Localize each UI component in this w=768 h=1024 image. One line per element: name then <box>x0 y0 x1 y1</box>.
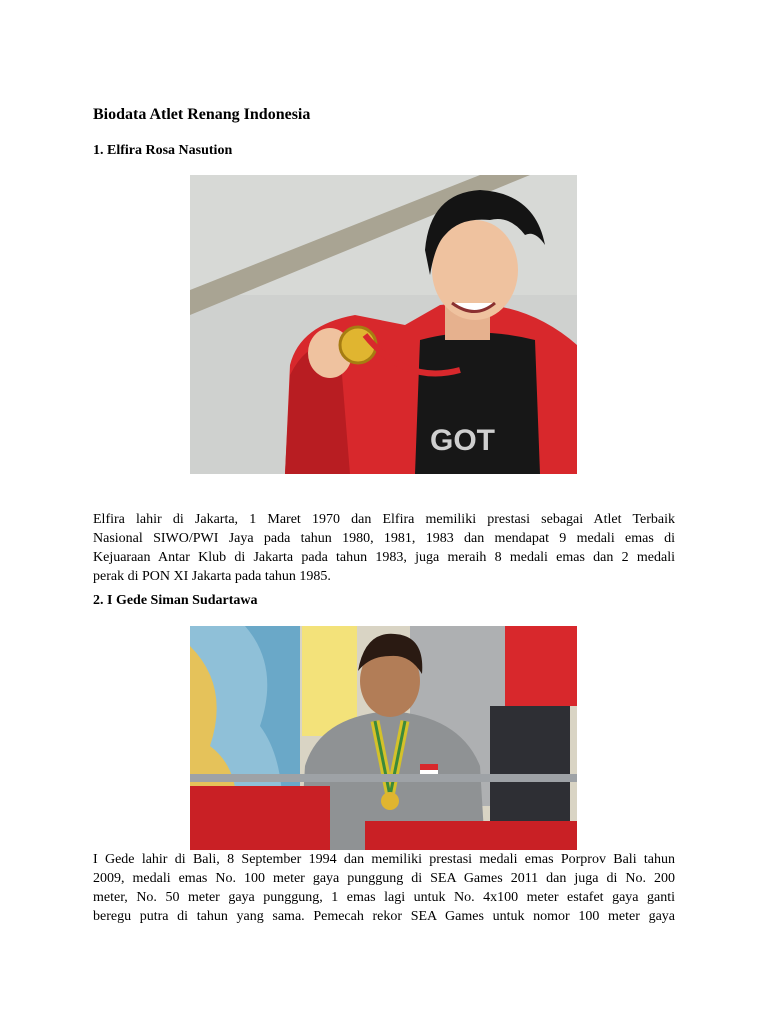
podium-photo-icon <box>190 626 577 850</box>
section-heading-1: 1. Elfira Rosa Nasution <box>93 143 233 158</box>
paragraph-line: perak di PON XI Jakarta pada tahun 1985. <box>93 569 331 584</box>
section-heading-2: 2. I Gede Siman Sudartawa <box>93 593 258 608</box>
paragraph-line: meter, No. 50 meter gaya punggung, 1 emas lagi untuk No. 4x100 meter estafet gaya ganti <box>93 890 675 905</box>
photo-i-gede <box>190 626 577 850</box>
svg-text:GOT: GOT <box>430 424 495 457</box>
section-2-paragraph <box>93 850 675 926</box>
section-1-paragraph <box>93 510 675 586</box>
paragraph-line: Nasional SIWO/PWI Jaya pada tahun 1980, 1981, 1983 dan mendapat 9 medali emas di <box>93 531 675 546</box>
paragraph-line: Elfira lahir di Jakarta, 1 Maret 1970 dan Elfira memiliki prestasi sebagai Atlet Terbaik <box>93 512 675 527</box>
swimmer-photo-icon <box>190 175 577 474</box>
document-title: Biodata Atlet Renang Indonesia <box>93 106 311 123</box>
paragraph-line: I Gede lahir di Bali, 8 September 1994 dan memiliki prestasi medali emas Porprov Bali tahun <box>93 852 675 867</box>
paragraph-line: beregu putra di tahun yang sama. Pemecah rekor SEA Games untuk nomor 100 meter gaya <box>93 909 675 924</box>
paragraph-line: Kejuaraan Antar Klub di Jakarta pada tahun 1983, juga meraih 8 medali emas dan 2 medali <box>93 550 675 565</box>
paragraph-line: 2009, medali emas No. 100 meter gaya punggung di SEA Games 2011 dan juga di No. 200 <box>93 871 675 886</box>
photo-elfira <box>190 175 577 474</box>
